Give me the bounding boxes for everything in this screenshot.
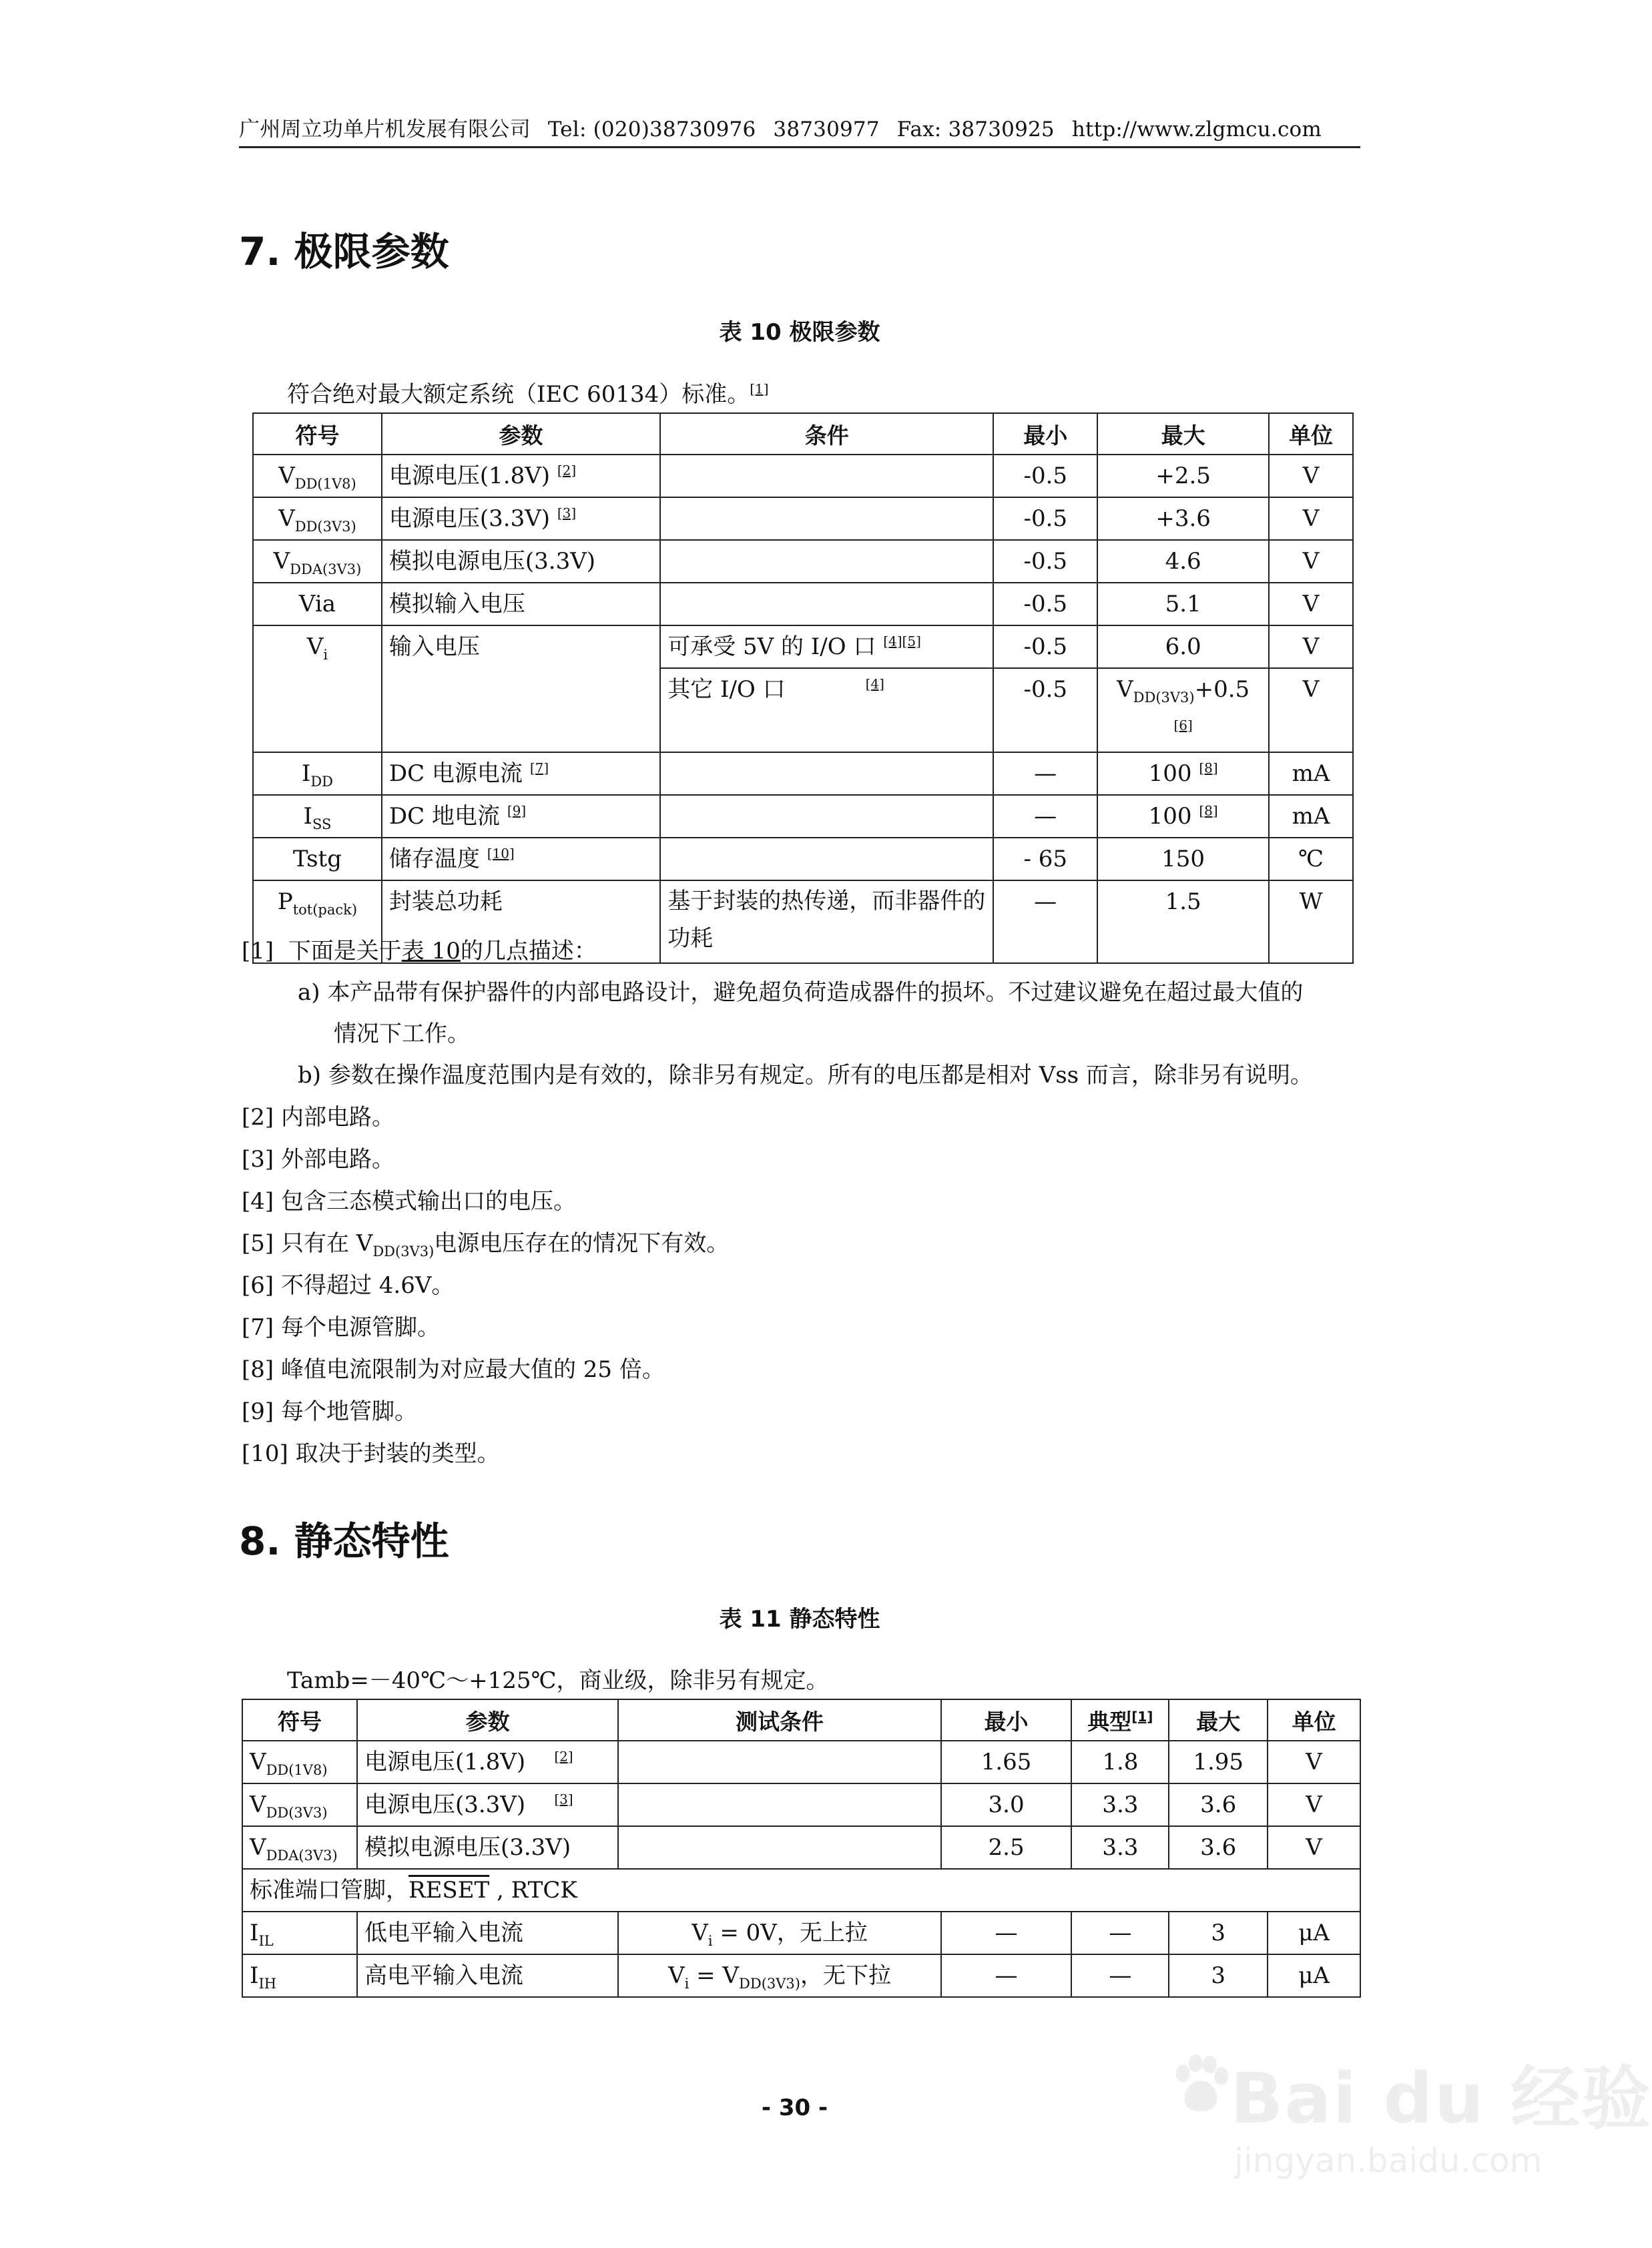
phone-number-2: 38730977 [773, 117, 880, 142]
max-cell: 100 [8] [1097, 795, 1269, 838]
unit-cell: V [1269, 583, 1353, 625]
company-name: 广州周立功单片机发展有限公司 [239, 117, 531, 142]
unit-cell: V [1268, 1826, 1360, 1869]
table-10-note: 符合绝对最大额定系统（IEC 60134）标准。[1] [287, 380, 769, 408]
max-cell: $V_{DD(3V3)}+0.5$ [6] [1097, 668, 1269, 752]
table-row [253, 455, 1353, 497]
min-cell: -0.5 [993, 668, 1097, 752]
col-header: 测试条件 [618, 1699, 940, 1741]
max-cell: 3 [1169, 1954, 1268, 1997]
table-10-caption: 表 10 极限参数 [719, 319, 880, 346]
cond-cell [660, 795, 993, 838]
param-cell: 电源电压(3.3V) [3] [382, 497, 660, 540]
max-cell: 3 [1169, 1912, 1268, 1954]
col-header: 条件 [660, 413, 993, 455]
max-cell: +3.6 [1097, 497, 1269, 540]
symbol-cell: $V_{DD(1V8)}$ [253, 455, 382, 497]
unit-cell: μA [1268, 1912, 1360, 1954]
footnote-3: [3] 外部电路。 [242, 1146, 394, 1173]
table-row [242, 1783, 1360, 1826]
table-row [253, 795, 1353, 838]
min-cell: -0.5 [993, 497, 1097, 540]
max-cell: 150 [1097, 838, 1269, 880]
table-row [253, 625, 1353, 668]
unit-cell: V [1269, 455, 1353, 497]
cond-cell [660, 455, 993, 497]
min-cell: 2.5 [941, 1826, 1072, 1869]
min-cell: — [993, 795, 1097, 838]
max-cell: 6.0 [1097, 625, 1269, 668]
cond-cell [618, 1783, 940, 1826]
param-cell: 输入电压 [382, 625, 660, 752]
cond-cell [660, 540, 993, 583]
min-cell: 1.65 [941, 1741, 1072, 1783]
unit-cell: μA [1268, 1954, 1360, 1997]
unit-cell: ℃ [1269, 838, 1353, 880]
table-10-link[interactable]: 表 10 [401, 938, 461, 964]
symbol-cell: Tstg [253, 838, 382, 880]
max-cell: 3.6 [1169, 1783, 1268, 1826]
min-cell: -0.5 [993, 540, 1097, 583]
baidu-watermark [1169, 2042, 1652, 2196]
page-header [239, 112, 1360, 148]
website-link[interactable]: http://www.zlgmcu.com [1071, 117, 1322, 142]
param-cell: 电源电压(1.8V) [2] [357, 1741, 618, 1783]
footnote-8: [8] 峰值电流限制为对应最大值的 25 倍。 [242, 1356, 665, 1383]
footnote-1a-cont: 情况下工作。 [334, 1021, 470, 1047]
param-cell: 电源电压(3.3V) [3] [357, 1783, 618, 1826]
param-cell: 储存温度 [10] [382, 838, 660, 880]
min-cell: 3.0 [941, 1783, 1072, 1826]
unit-cell: mA [1269, 752, 1353, 795]
table-11-caption: 表 11 静态特性 [719, 1606, 880, 1633]
symbol-cell: $V_i$ [253, 625, 382, 752]
col-header: 参数 [357, 1699, 618, 1741]
col-header: 典型[1] [1071, 1699, 1169, 1741]
max-cell: 3.6 [1169, 1826, 1268, 1869]
unit-cell: V [1269, 625, 1353, 668]
symbol-cell: $V_{DD(1V8)}$ [242, 1741, 357, 1783]
section-8-title: 8. 静态特性 [239, 1518, 449, 1564]
watermark-brand: Bai du 经验 [1230, 2058, 1652, 2139]
max-cell: 1.5 [1097, 880, 1269, 963]
cond-cell [618, 1826, 940, 1869]
table-header-row [253, 413, 1353, 455]
param-cell: 高电平输入电流 [357, 1954, 618, 1997]
footnote-5: [5] 只有在 $V_{DD(3V3)}$电源电压存在的情况下有效。 [242, 1230, 730, 1259]
symbol-cell: $I_{DD}$ [253, 752, 382, 795]
footnote-1a: a) 本产品带有保护器件的内部电路设计，避免超负荷造成器件的损坏。不过建议避免在超过最大值的 [298, 979, 1304, 1006]
cond-cell: $V_i = V_{DD(3V3)}$，无下拉 [618, 1954, 940, 1997]
watermark-url: jingyan.baidu.com [1234, 2141, 1543, 2180]
min-cell: — [941, 1954, 1072, 1997]
symbol-cell: $P_{tot(pack)}$ [253, 880, 382, 963]
col-header: 符号 [253, 413, 382, 455]
param-cell: 模拟电源电压(3.3V) [357, 1826, 618, 1869]
param-cell: 低电平输入电流 [357, 1912, 618, 1954]
symbol-cell: $I_{SS}$ [253, 795, 382, 838]
phone-number: Tel: (020)38730976 [547, 117, 756, 142]
unit-cell: V [1268, 1741, 1360, 1783]
table-row [242, 1741, 1360, 1783]
symbol-cell: $V_{DD(3V3)}$ [253, 497, 382, 540]
table-row [242, 1826, 1360, 1869]
cond-cell: $V_i = 0V$，无上拉 [618, 1912, 940, 1954]
typ-cell: 3.3 [1071, 1783, 1169, 1826]
unit-cell: V [1269, 668, 1353, 752]
table-row [242, 1912, 1360, 1954]
param-cell: DC 电源电流 [7] [382, 752, 660, 795]
max-cell: 100 [8] [1097, 752, 1269, 795]
col-header: 符号 [242, 1699, 357, 1741]
static-table [242, 1699, 1361, 1998]
limits-table [252, 412, 1354, 964]
paw-icon [1169, 2052, 1233, 2116]
table-row [253, 540, 1353, 583]
symbol-cell: $I_{IH}$ [242, 1954, 357, 1997]
symbol-cell: $I_{IL}$ [242, 1912, 357, 1954]
param-cell: 模拟输入电压 [382, 583, 660, 625]
cond-cell [660, 838, 993, 880]
table-header-row [242, 1699, 1360, 1741]
footnote-10: [10] 取决于封装的类型。 [242, 1440, 500, 1467]
col-header: 参数 [382, 413, 660, 455]
fax-number: Fax: 38730925 [896, 117, 1055, 142]
param-cell: 电源电压(1.8V) [2] [382, 455, 660, 497]
col-header: 最小 [941, 1699, 1072, 1741]
min-cell: -0.5 [993, 455, 1097, 497]
cond-cell: 基于封装的热传递，而非器件的功耗 [660, 880, 993, 963]
min-cell: — [993, 880, 1097, 963]
table-row [253, 752, 1353, 795]
cond-cell: 可承受 5V 的 I/O 口 [4][5] [660, 625, 993, 668]
table-row [253, 497, 1353, 540]
footnote-4: [4] 包含三态模式输出口的电压。 [242, 1188, 576, 1215]
table-11-note: Tamb=－40℃～+125℃，商业级，除非另有规定。 [287, 1667, 829, 1694]
unit-cell: mA [1269, 795, 1353, 838]
footnote-1: [1] 下面是关于表 10的几点描述： [242, 938, 597, 964]
reset-pin-label: RESET [408, 1877, 490, 1904]
table-group-row [242, 1869, 1360, 1912]
cond-cell [660, 583, 993, 625]
unit-cell: V [1269, 540, 1353, 583]
param-cell: 封装总功耗 [382, 880, 660, 963]
symbol-cell: Via [253, 583, 382, 625]
group-cell: 标准端口管脚，RESET , RTCK [242, 1869, 1360, 1912]
symbol-cell: $V_{DDA(3V3)}$ [253, 540, 382, 583]
footnote-7: [7] 每个电源管脚。 [242, 1314, 440, 1341]
unit-cell: W [1269, 880, 1353, 963]
col-header: 最大 [1097, 413, 1269, 455]
footnote-9: [9] 每个地管脚。 [242, 1398, 417, 1425]
typ-cell: — [1071, 1912, 1169, 1954]
symbol-cell: $V_{DDA(3V3)}$ [242, 1826, 357, 1869]
footnote-6: [6] 不得超过 4.6V。 [242, 1272, 455, 1299]
table-row [253, 583, 1353, 625]
symbol-cell: $V_{DD(3V3)}$ [242, 1783, 357, 1826]
page-number: - 30 - [761, 2094, 828, 2121]
table-row [253, 838, 1353, 880]
max-cell: 4.6 [1097, 540, 1269, 583]
footnote-2: [2] 内部电路。 [242, 1104, 394, 1131]
min-cell: — [993, 752, 1097, 795]
col-header: 最大 [1169, 1699, 1268, 1741]
max-cell: 5.1 [1097, 583, 1269, 625]
typ-cell: — [1071, 1954, 1169, 1997]
min-cell: -0.5 [993, 583, 1097, 625]
footnote-ref[interactable]: [1] [750, 380, 769, 397]
cond-cell [660, 497, 993, 540]
unit-cell: V [1268, 1783, 1360, 1826]
param-cell: 模拟电源电压(3.3V) [382, 540, 660, 583]
min-cell: — [941, 1912, 1072, 1954]
cond-cell [660, 752, 993, 795]
table-row [242, 1954, 1360, 1997]
unit-cell: V [1269, 497, 1353, 540]
col-header: 单位 [1268, 1699, 1360, 1741]
min-cell: -0.5 [993, 625, 1097, 668]
typ-cell: 3.3 [1071, 1826, 1169, 1869]
max-cell: 1.95 [1169, 1741, 1268, 1783]
section-7-title: 7. 极限参数 [239, 229, 449, 274]
max-cell: +2.5 [1097, 455, 1269, 497]
min-cell: - 65 [993, 838, 1097, 880]
cond-cell: 其它 I/O 口 [4] [660, 668, 993, 752]
footnote-1b: b) 参数在操作温度范围内是有效的，除非另有规定。所有的电压都是相对 Vss 而言，除非另有说明。 [298, 1062, 1313, 1089]
col-header: 最小 [993, 413, 1097, 455]
col-header: 单位 [1269, 413, 1353, 455]
param-cell: DC 地电流 [9] [382, 795, 660, 838]
typ-cell: 1.8 [1071, 1741, 1169, 1783]
cond-cell [618, 1741, 940, 1783]
